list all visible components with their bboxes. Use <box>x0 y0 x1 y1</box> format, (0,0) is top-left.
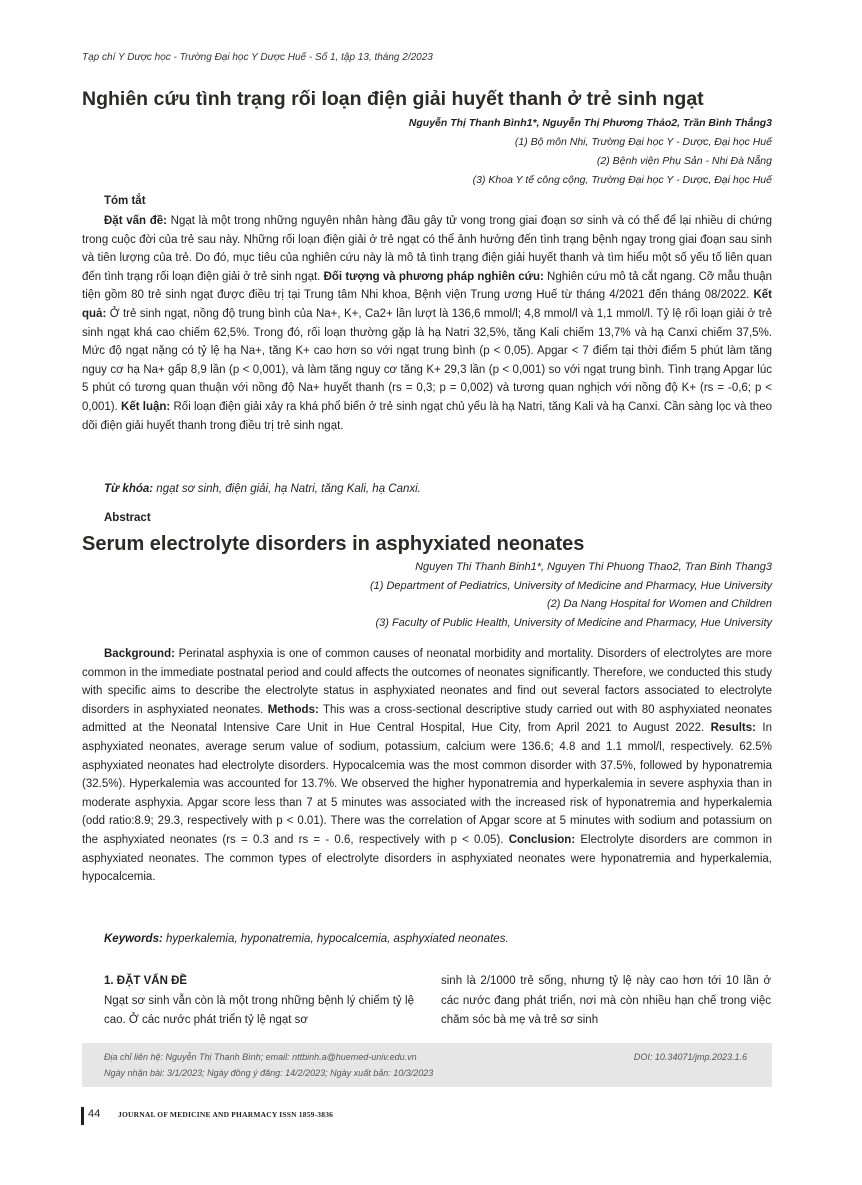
background-label-en: Background: <box>104 648 175 660</box>
body-column-right: sinh là 2/1000 trẻ sống, nhưng tỷ lệ này cao hơn tới 10 lần ở các nước đang phát triển, nơi mà còn nhiều hạn chế trong việc chăm sóc bà mẹ và trẻ sơ sinh <box>441 975 771 1026</box>
journal-footer: JOURNAL OF MEDICINE AND PHARMACY ISSN 1859-3836 <box>118 1110 334 1119</box>
authors-block-vn <box>409 114 772 190</box>
authors-en: Nguyen Thi Thanh Binh1*, Nguyen Thi Phuong Thao2, Tran Binh Thang3 <box>415 561 772 573</box>
body-column-left <box>104 972 414 1031</box>
affiliation-3-en: (3) Faculty of Public Health, University of Medicine and Pharmacy, Hue University <box>375 616 772 629</box>
abstract-label-en: Abstract <box>104 512 151 524</box>
keywords-en <box>82 930 772 949</box>
background-label-vn: Đặt vấn đề: <box>104 215 167 227</box>
keywords-vn <box>82 480 772 499</box>
affiliation-2-en: (2) Da Nang Hospital for Women and Children <box>547 598 772 611</box>
affiliation-2-vn: (2) Bệnh viện Phụ Sản - Nhi Đà Nẵng <box>596 155 772 167</box>
article-title-en: Serum electrolyte disorders in asphyxiated neonates <box>82 533 585 555</box>
results-label-vn: Kết quả: <box>82 289 772 320</box>
article-dates: Ngày nhận bài: 3/1/2023; Ngày đồng ý đăng: 14/2/2023; Ngày xuất bản: 10/3/2023 <box>104 1068 434 1078</box>
keywords-text-vn: ngạt sơ sinh, điện giải, hạ Natri, tăng Kali, hạ Canxi. <box>153 483 421 495</box>
authors-block-en <box>370 558 772 632</box>
keywords-text-en: hyperkalemia, hyponatremia, hypocalcemia, asphyxiated neonates. <box>162 933 509 945</box>
contact-info: Địa chỉ liên hệ: Nguyễn Thị Thanh Bình; email: nttbinh.a@huemed-univ.edu.vn <box>104 1052 417 1062</box>
results-text-vn: Ở trẻ sinh ngạt, nồng độ trung bình của Na+, K+, Ca2+ lần lượt là 136,6 mmol/l; 4,8 mmol/l và 1,1 mmol/l. Tỷ lệ rối loạn giải ở trẻ sinh ngạt khá cao chiếm 62,5%. Trong đó, rối loạn thường gặp là hạ Natri 32,5%, tăng Kali chiếm 13,7% và hạ Canxi chiếm 37,5%. Mức độ ngạt nặng có tỷ lệ hạ Na+, tăng K+ cao hơn so với ngạt trung bình (p < 0,05). Apgar < 7 điểm tại thời điểm 5 phút làm tăng nguy cơ hạ Na+ gấp 8,9 lần (p < 0,001), và làm tăng nguy cơ tăng K+ 29,3 lần (p < 0,001) so với ngạt trung bình. Tình trạng Apgar lúc 5 phút có tương quan thuận với nồng độ Na+ huyết thanh (rs = 0,3; p = 0,002) và tương quan nghịch với nồng độ K+ (rs = -0,6; p < 0,001). <box>82 307 772 413</box>
keywords-label-vn: Từ khóa: <box>104 483 154 495</box>
page-marker <box>81 1107 84 1125</box>
running-head: Tạp chí Y Dược học - Trường Đại học Y Dược Huế - Số 1, tập 13, tháng 2/2023 <box>82 52 433 63</box>
page-number: 44 <box>88 1108 101 1120</box>
conclusion-label-vn: Kết luận: <box>121 400 171 413</box>
section-heading: 1. ĐẶT VẤN ĐỀ <box>104 975 188 987</box>
affiliation-1-en: (1) Department of Pediatrics, University of Medicine and Pharmacy, Hue University <box>369 579 772 592</box>
background-text-en: Perinatal asphyxia is one of common causes of neonatal morbidity and mortality. Disorders of electrolytes are more common in the immediate postnatal period and could affects the outcomes of neonates significantly. Therefore, we conducted this study with specific aims to describe the electrolyte status in asphyxiated neonates and find out several factors associated to electrolyte disorders in asphyxiated neonates. <box>82 648 772 716</box>
abstract-body-en <box>82 645 772 887</box>
doi: DOI: 10.34071/jmp.2023.1.6 <box>633 1052 747 1062</box>
body-text-left: Ngạt sơ sinh vẫn còn là một trong những bệnh lý chiếm tỷ lệ cao. Ở các nước phát triển tỷ lệ ngạt sơ <box>104 994 414 1026</box>
correspondence-box <box>82 1043 772 1087</box>
conclusion-label-en: Conclusion: <box>508 833 576 846</box>
article-title-vn: Nghiên cứu tình trạng rối loạn điện giải huyết thanh ở trẻ sinh ngạt <box>82 88 704 110</box>
conclusion-text-vn: Rối loạn điện giải xảy ra khá phổ biến ở trẻ sinh ngạt chủ yếu là hạ Natri, tăng Kali và hạ Canxi. Cần sàng lọc và theo dõi điện giải huyết thanh trong điều trị trẻ sinh ngạt. <box>82 400 772 432</box>
results-label-en: Results: <box>710 722 756 735</box>
conclusion-text-en: Electrolyte disorders are common in asphyxiated neonates. The common types of electrolyte disorders in asphyxiated neonates were hyponatremia and hyperkalemia, hypocalcemia. <box>82 833 772 884</box>
methods-text-en: This was a cross-sectional descriptive study carried out with 80 asphyxiated neonates admitted at the Neonatal Intensive Care Unit in Hue Central Hospital, Hue City, from April 2021 to August 2022. <box>82 703 772 735</box>
methods-label-en: Methods: <box>267 703 319 716</box>
affiliation-3-vn: (3) Khoa Y tế công cộng, Trường Đại học Y - Dược, Đại học Huế <box>472 174 772 186</box>
abstract-label-vn: Tóm tắt <box>104 195 146 207</box>
background-text-vn: Ngạt là một trong những nguyên nhân hàng đầu gây tử vong trong giai đoạn sơ sinh và có thể để lại nhiều di chứng trong cuộc đời của trẻ sau này. Những rối loạn điện giải ở trẻ ngạt có thể ảnh hưởng đến tình trạng bệnh ngay trong giai đoạn sau sinh và tiên lượng của trẻ. Do đó, mục tiêu của nghiên cứu này là mô tả tình trạng điện giải huyết thanh và tìm hiểu một số yếu tố liên quan đến tình trạng rối loạn điện giải ở trẻ sinh ngạt. <box>82 215 772 283</box>
results-text-en: In asphyxiated neonates, average serum value of sodium, potassium, calcium were 136.6; 4.8 and 1.1 mmol/l, respectively. 62.5% asphyxiated neonates had electrolyte disorders. Hypocalcemia was the most common disorder with 37.5%, followed by hyponatremia (32.5%). Hyperkalemia was accounted for 13.7%. We observed the higher hyponatremia and hyperkalemia in severe asphyxia than in moderate asphyxia. Apgar score less than 7 at 5 minutes was associated with the increased risk of hyponatremia and hyperkalemia (odd ratio:8.9; 29.3, respectively with p < 0.01). There was the correlation of Apgar score at 5 minutes with sodium and potassium on the asphyxiated neonates (rs = 0.3 and rs = - 0.6, respectively with p < 0.05). <box>82 722 772 846</box>
methods-text-vn: Nghiên cứu mô tả cắt ngang. Cỡ mẫu thuận tiện gồm 80 trẻ sinh ngạt được điều trị tại Trung tâm Nhi khoa, Bệnh viện Trung ương Huế từ tháng 4/2021 đến tháng 08/2022. <box>82 270 773 302</box>
methods-label-vn: Đối tượng và phương pháp nghiên cứu: <box>323 270 544 283</box>
abstract-body-vn <box>82 212 772 435</box>
authors-vn: Nguyễn Thị Thanh Bình1*, Nguyễn Thị Phương Thảo2, Trần Bình Thắng3 <box>408 117 772 129</box>
keywords-label-en: Keywords: <box>104 933 163 945</box>
affiliation-1-vn: (1) Bộ môn Nhi, Trường Đại học Y - Dược, Đại học Huế <box>514 136 772 148</box>
